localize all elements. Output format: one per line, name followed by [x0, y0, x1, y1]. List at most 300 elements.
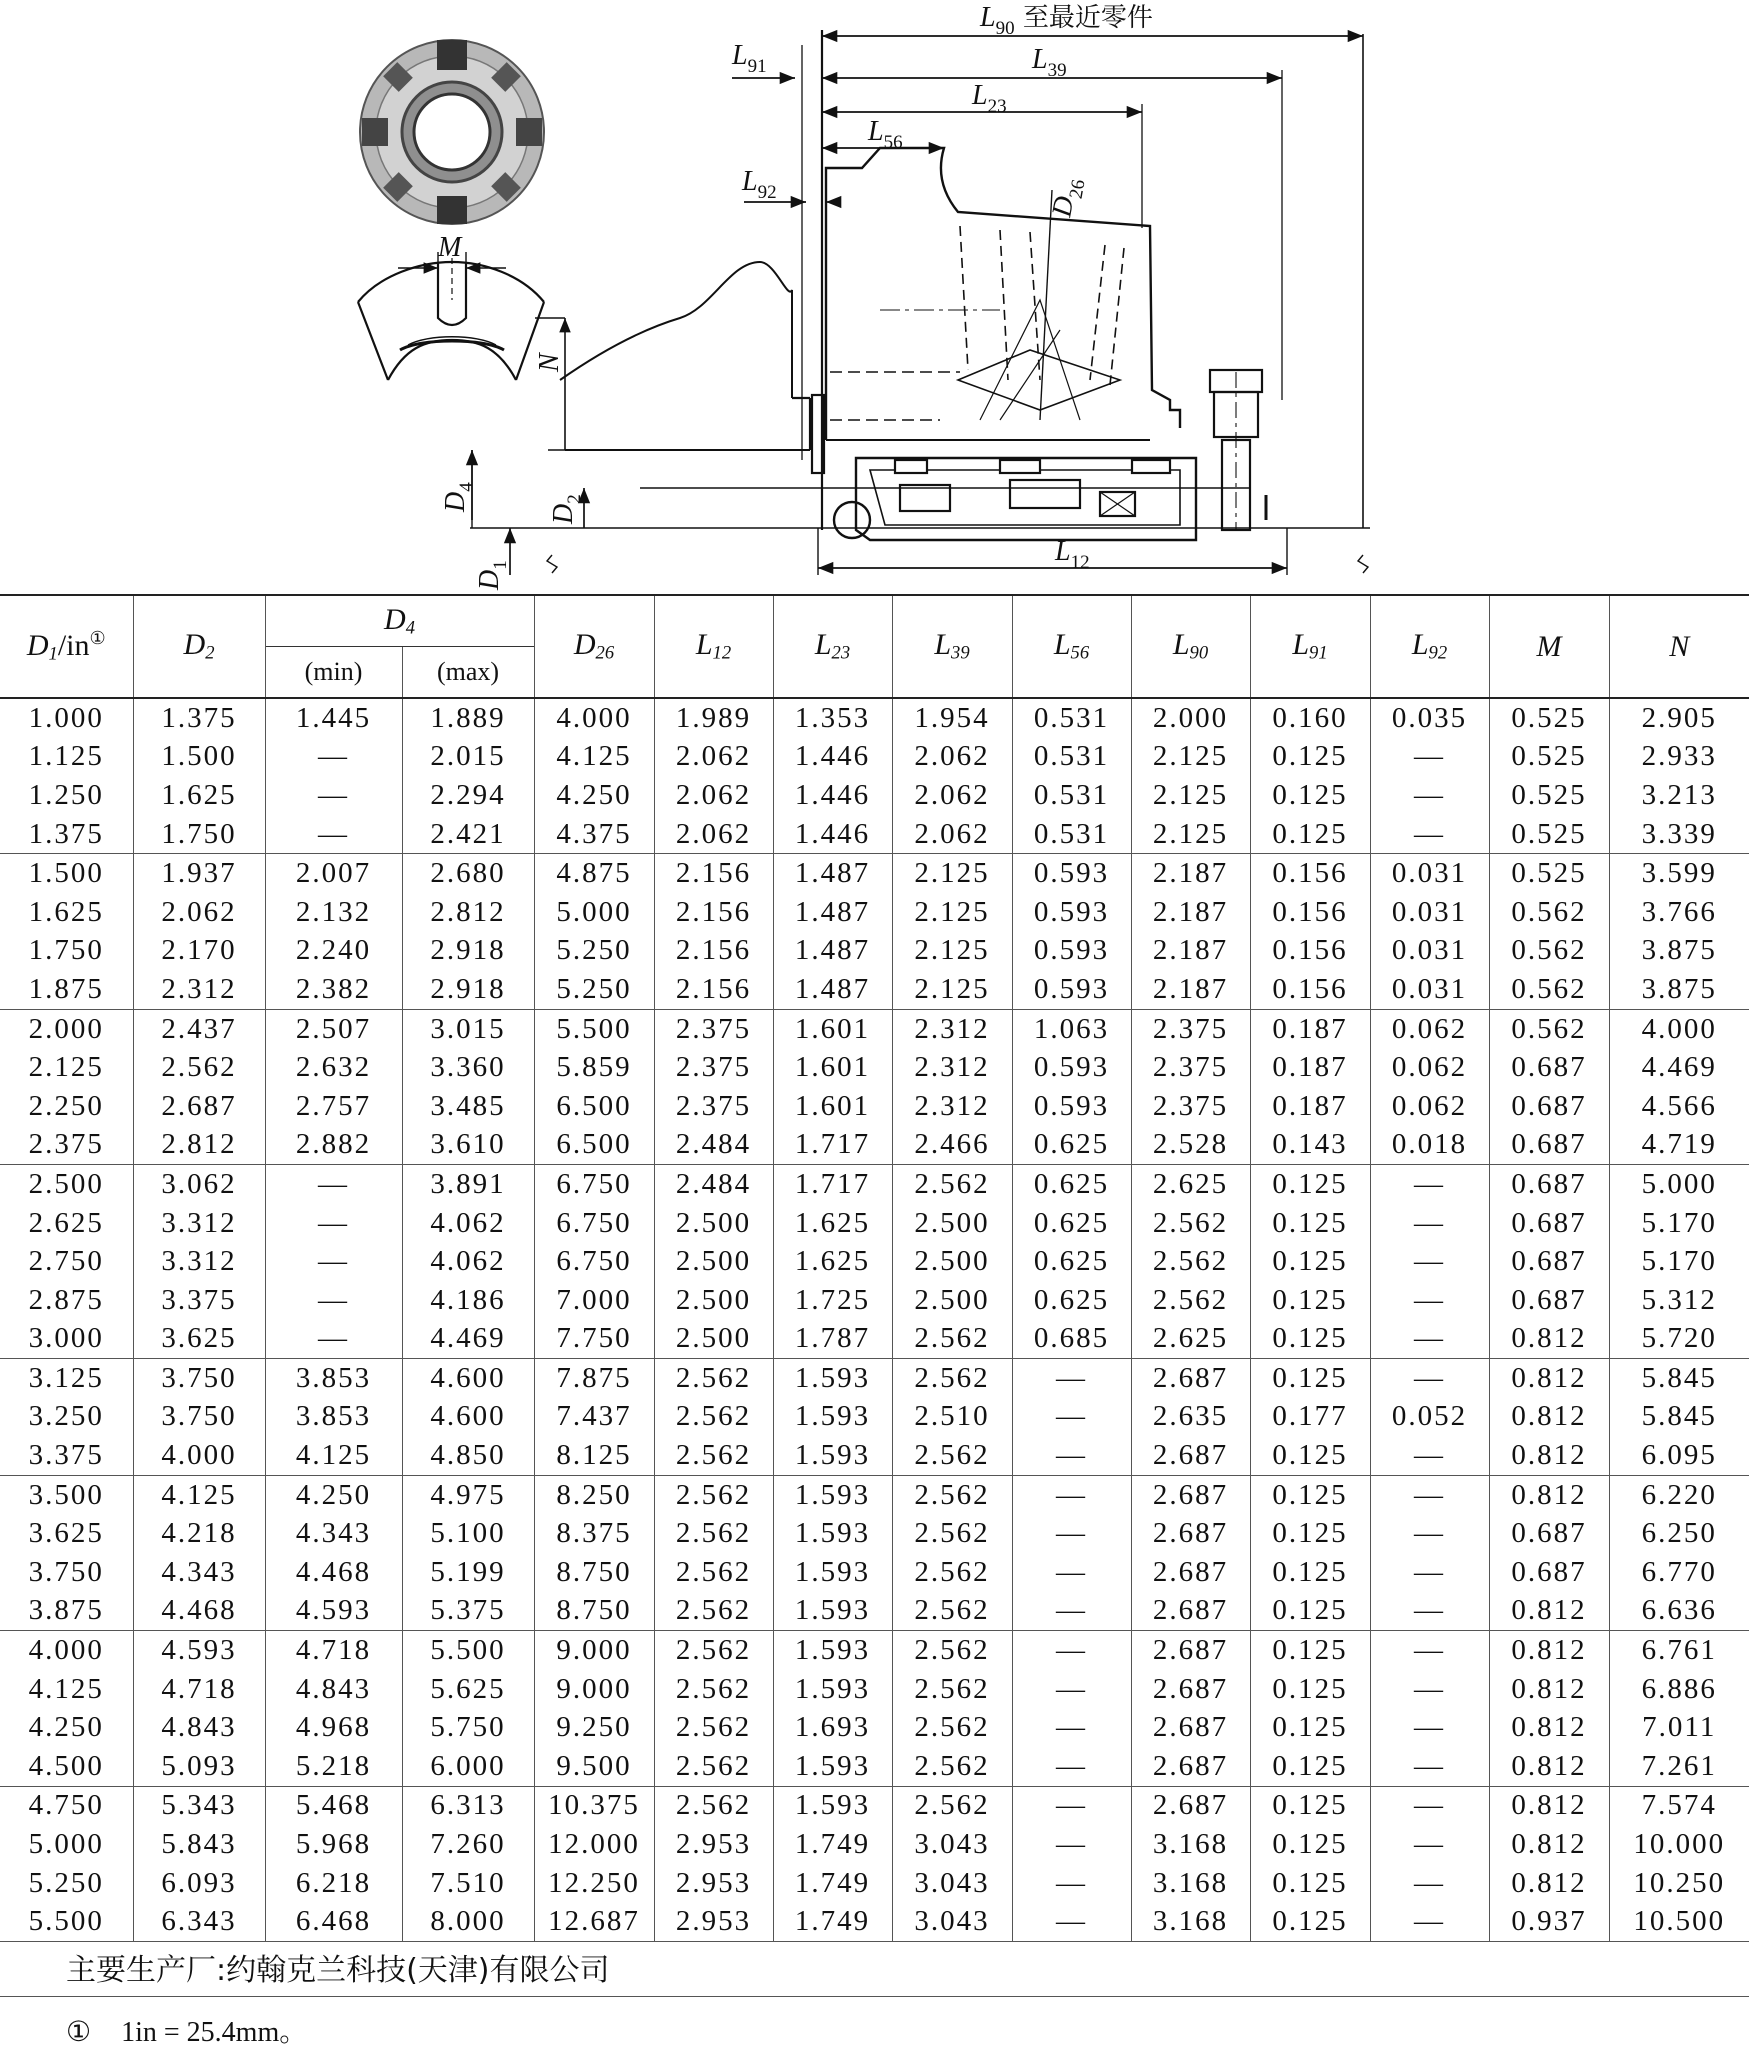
table-cell: 2.905 [1609, 698, 1749, 738]
table-cell: 0.125 [1250, 1786, 1370, 1825]
table-cell: 8.375 [534, 1514, 654, 1553]
table-cell: 5.750 [402, 1708, 534, 1747]
table-cell: — [1012, 1708, 1131, 1747]
table-cell: 1.375 [0, 815, 133, 854]
table-cell: — [1370, 1475, 1489, 1514]
table-cell: 7.750 [534, 1320, 654, 1359]
table-cell: 1.593 [773, 1670, 892, 1709]
table-cell: 6.761 [1609, 1631, 1749, 1670]
table-cell: 2.187 [1131, 893, 1250, 932]
table-row [0, 776, 1749, 815]
table-cell: 1.593 [773, 1747, 892, 1786]
table-cell: 3.312 [133, 1242, 265, 1281]
header-l92: $L_{92}$ [1370, 595, 1489, 698]
table-cell: — [1012, 1902, 1131, 1941]
table-cell: 2.240 [265, 932, 402, 971]
table-cell: 4.125 [534, 738, 654, 777]
table-cell: 2.484 [654, 1165, 773, 1204]
table-row [0, 1242, 1749, 1281]
table-cell: 0.125 [1250, 738, 1370, 777]
table-cell: 6.313 [402, 1786, 534, 1825]
table-cell: 0.125 [1250, 1436, 1370, 1475]
footnote-divider [0, 1996, 1749, 1997]
table-cell: 2.500 [654, 1281, 773, 1320]
table-cell: 1.875 [0, 970, 133, 1009]
table-cell: 3.125 [28, 1361, 104, 1394]
table-row [0, 1670, 1749, 1709]
table-cell: 1.353 [773, 698, 892, 738]
table-cell: — [1370, 776, 1489, 815]
table-row [0, 1631, 1749, 1670]
table-cell: 3.610 [402, 1126, 534, 1165]
header-n: N [1609, 595, 1749, 698]
table-cell: 0.562 [1489, 893, 1609, 932]
table-cell: 2.562 [892, 1708, 1012, 1747]
table-cell: 0.812 [1489, 1825, 1609, 1864]
table-cell: — [1012, 1747, 1131, 1786]
table-cell: 12.687 [534, 1902, 654, 1941]
table-cell: 4.186 [402, 1281, 534, 1320]
table-cell: — [265, 738, 402, 777]
table-cell: 0.125 [1250, 1631, 1370, 1670]
label-N: N [534, 353, 565, 372]
table-cell: 3.500 [28, 1478, 104, 1511]
table-row [0, 1165, 1749, 1204]
table-cell: 1.593 [773, 1514, 892, 1553]
table-cell: 1.601 [773, 1087, 892, 1126]
table-cell: 2.562 [654, 1670, 773, 1709]
table-cell: 2.312 [892, 1048, 1012, 1087]
table-cell: 0.812 [1489, 1320, 1609, 1359]
table-cell: 2.562 [892, 1670, 1012, 1709]
table-cell: 0.052 [1370, 1398, 1489, 1437]
table-cell: 6.468 [265, 1902, 402, 1941]
table-cell: 1.625 [773, 1204, 892, 1243]
table-cell: 0.593 [1012, 932, 1131, 971]
table-cell: 2.062 [133, 893, 265, 932]
label-D26: $D_{26}$ [1046, 177, 1090, 220]
table-cell: 5.000 [534, 893, 654, 932]
table-cell: 7.510 [402, 1864, 534, 1903]
table-cell: — [1370, 1553, 1489, 1592]
table-cell: 2.882 [265, 1126, 402, 1165]
table-cell: 2.632 [265, 1048, 402, 1087]
table-cell: 1.693 [773, 1708, 892, 1747]
table-cell: 4.600 [402, 1398, 534, 1437]
table-cell: 2.062 [654, 815, 773, 854]
table-cell: 0.812 [1489, 1670, 1609, 1709]
table-row [0, 1864, 1749, 1903]
table-cell: — [1012, 1398, 1131, 1437]
header-d4-min: (min) [265, 647, 402, 699]
table-cell: 2.812 [133, 1126, 265, 1165]
table-row [0, 1786, 1749, 1825]
table-cell: 6.750 [534, 1165, 654, 1204]
table-cell: 2.007 [265, 854, 402, 893]
table-cell: 2.500 [654, 1204, 773, 1243]
table-cell: 5.312 [1609, 1281, 1749, 1320]
table-cell: 2.687 [1131, 1553, 1250, 1592]
table-cell: 2.187 [1131, 932, 1250, 971]
table-cell: 2.156 [654, 854, 773, 893]
table-cell: 2.687 [1131, 1514, 1250, 1553]
table-cell: 3.875 [0, 1592, 133, 1631]
table-cell: 2.933 [1609, 738, 1749, 777]
table-cell: 2.562 [133, 1048, 265, 1087]
table-cell: 2.562 [654, 1786, 773, 1825]
table-cell: 6.218 [265, 1864, 402, 1903]
table-cell: 8.125 [534, 1436, 654, 1475]
label-L12: $L_{12}$ [1055, 536, 1090, 573]
table-cell: 1.593 [773, 1786, 892, 1825]
table-cell: 3.360 [402, 1048, 534, 1087]
table-cell: 0.562 [1489, 932, 1609, 971]
table-cell: 0.062 [1370, 1009, 1489, 1048]
table-cell: 2.062 [892, 776, 1012, 815]
table-cell: 3.375 [133, 1281, 265, 1320]
table-cell: 3.625 [133, 1320, 265, 1359]
table-cell: — [1370, 1165, 1489, 1204]
table-cell: 0.125 [1250, 1747, 1370, 1786]
table-cell: 3.043 [892, 1864, 1012, 1903]
table-cell: 0.018 [1370, 1126, 1489, 1165]
table-cell: — [1012, 1670, 1131, 1709]
table-cell: 5.250 [534, 970, 654, 1009]
table-cell: 0.625 [1012, 1242, 1131, 1281]
table-cell: 3.062 [133, 1165, 265, 1204]
table-cell: 2.125 [892, 932, 1012, 971]
table-cell: 0.625 [1012, 1126, 1131, 1165]
manufacturer-note: 主要生产厂:约翰克兰科技(天津)有限公司 [66, 1953, 610, 1988]
table-cell: — [1370, 1747, 1489, 1786]
table-cell: 5.170 [1609, 1242, 1749, 1281]
table-row [0, 1126, 1749, 1165]
table-row [0, 1592, 1749, 1631]
table-cell: 0.125 [1250, 1592, 1370, 1631]
table-cell: 5.250 [534, 932, 654, 971]
table-cell: 2.562 [654, 1631, 773, 1670]
table-cell: 2.687 [1131, 1592, 1250, 1631]
table-row [0, 1009, 1749, 1048]
table-row [0, 932, 1749, 971]
table-cell: 8.000 [402, 1902, 534, 1941]
table-cell: 4.566 [1609, 1087, 1749, 1126]
table-cell: 4.125 [265, 1436, 402, 1475]
table-cell: 3.015 [402, 1009, 534, 1048]
table-cell: 2.562 [892, 1320, 1012, 1359]
table-cell: 0.125 [1250, 1514, 1370, 1553]
table-cell: 9.500 [534, 1747, 654, 1786]
table-cell: 0.062 [1370, 1048, 1489, 1087]
table-cell: 2.382 [265, 970, 402, 1009]
table-cell: 2.125 [1131, 738, 1250, 777]
table-cell: 5.500 [0, 1902, 133, 1941]
table-cell: 6.500 [534, 1087, 654, 1126]
table-cell: 2.687 [1131, 1670, 1250, 1709]
table-cell: 2.562 [892, 1475, 1012, 1514]
table-cell: 0.062 [1370, 1087, 1489, 1126]
table-cell: 0.685 [1012, 1320, 1131, 1359]
table-cell: 2.953 [654, 1864, 773, 1903]
table-cell: 1.000 [28, 701, 104, 734]
table-cell: 0.593 [1012, 1048, 1131, 1087]
table-cell: 2.375 [1131, 1048, 1250, 1087]
table-cell: 5.170 [1609, 1204, 1749, 1243]
table-cell: 2.466 [892, 1126, 1012, 1165]
table-cell: — [265, 815, 402, 854]
header-d1: $D_1/in^①$ [26, 627, 106, 665]
table-cell: 0.143 [1250, 1126, 1370, 1165]
table-cell: — [1370, 1320, 1489, 1359]
table-cell: 5.968 [265, 1825, 402, 1864]
table-cell: 4.125 [133, 1475, 265, 1514]
table-cell: 1.593 [773, 1436, 892, 1475]
table-cell: 0.593 [1012, 970, 1131, 1009]
table-cell: 2.918 [402, 932, 534, 971]
table-cell: 0.125 [1250, 815, 1370, 854]
table-cell: 9.000 [534, 1670, 654, 1709]
table-cell: 2.500 [28, 1167, 104, 1200]
table-cell: 0.687 [1489, 1048, 1609, 1087]
table-cell: 2.757 [265, 1087, 402, 1126]
table-cell: 2.562 [654, 1514, 773, 1553]
table-cell: 2.312 [892, 1087, 1012, 1126]
table-cell: 5.468 [265, 1786, 402, 1825]
table-cell: 4.000 [1609, 1009, 1749, 1048]
table-cell: 4.719 [1609, 1126, 1749, 1165]
table-cell: 1.500 [133, 738, 265, 777]
table-cell: 4.843 [133, 1708, 265, 1747]
table-cell: 3.875 [1609, 970, 1749, 1009]
table-cell: 2.562 [892, 1514, 1012, 1553]
table-cell: 3.599 [1609, 854, 1749, 893]
table-row [0, 970, 1749, 1009]
table-cell: 3.213 [1609, 776, 1749, 815]
table-cell: 2.680 [402, 854, 534, 893]
table-cell: 3.891 [402, 1165, 534, 1204]
header-l23: $L_{23}$ [773, 595, 892, 698]
table-cell: — [1370, 1864, 1489, 1903]
table-cell: 2.421 [402, 815, 534, 854]
table-cell: 2.562 [892, 1359, 1012, 1398]
table-cell: 0.125 [1250, 1902, 1370, 1941]
table-cell: 0.525 [1489, 815, 1609, 854]
table-cell: — [1370, 1281, 1489, 1320]
header-l12: $L_{12}$ [654, 595, 773, 698]
label-M: M [438, 232, 462, 263]
table-cell: 2.000 [1131, 698, 1250, 738]
table-cell: 0.156 [1250, 893, 1370, 932]
table-cell: 6.886 [1609, 1670, 1749, 1709]
table-cell: 10.250 [1609, 1864, 1749, 1903]
table-cell: 0.125 [1250, 1670, 1370, 1709]
table-cell: 5.343 [133, 1786, 265, 1825]
table-cell: 2.562 [654, 1475, 773, 1514]
table-cell: 4.125 [28, 1672, 104, 1705]
table-cell: 1.446 [773, 776, 892, 815]
table-cell: 4.000 [133, 1436, 265, 1475]
table-cell: 2.562 [654, 1592, 773, 1631]
table-cell: 2.500 [654, 1320, 773, 1359]
table-cell: 1.487 [773, 932, 892, 971]
table-cell: 0.625 [1012, 1204, 1131, 1243]
label-L23: $L_{23}$ [972, 80, 1007, 117]
label-L39: $L_{39}$ [1032, 44, 1067, 81]
table-cell: 0.812 [1489, 1475, 1609, 1514]
table-cell: 3.168 [1131, 1825, 1250, 1864]
table-cell: — [1370, 1708, 1489, 1747]
table-cell: 1.749 [773, 1902, 892, 1941]
table-cell: 6.095 [1609, 1436, 1749, 1475]
table-cell: 1.250 [28, 778, 104, 811]
table-cell: 0.125 [1250, 1242, 1370, 1281]
table-cell: 2.625 [1131, 1165, 1250, 1204]
footnote-mark: ① [66, 2015, 92, 2048]
table-cell: 0.687 [1489, 1281, 1609, 1320]
table-cell: 4.469 [402, 1320, 534, 1359]
table-cell: 2.562 [892, 1592, 1012, 1631]
table-cell: 3.375 [0, 1436, 133, 1475]
table-cell: 2.750 [28, 1245, 104, 1278]
table-cell: 0.687 [1489, 1514, 1609, 1553]
table-cell: — [1370, 1204, 1489, 1243]
table-cell: 0.035 [1370, 698, 1489, 738]
table-cell: 5.093 [133, 1747, 265, 1786]
table-cell: 3.312 [133, 1204, 265, 1243]
table-cell: 0.687 [1489, 1553, 1609, 1592]
footnote [66, 2010, 307, 2050]
table-cell: 2.625 [1131, 1320, 1250, 1359]
table-cell: 0.562 [1489, 1009, 1609, 1048]
table-cell: 4.343 [265, 1514, 402, 1553]
table-cell: 1.063 [1012, 1009, 1131, 1048]
table-cell: 6.250 [1609, 1514, 1749, 1553]
table-cell: 4.469 [1609, 1048, 1749, 1087]
table-cell: 2.170 [133, 932, 265, 971]
table-cell: 1.787 [773, 1320, 892, 1359]
label-D4: $D_4$ [440, 482, 477, 512]
table-cell: 0.125 [1250, 1165, 1370, 1204]
table-row [0, 1398, 1749, 1437]
table-cell: 6.220 [1609, 1475, 1749, 1514]
table-cell: 0.562 [1489, 970, 1609, 1009]
table-cell: 2.375 [654, 1048, 773, 1087]
table-cell: — [265, 1320, 402, 1359]
table-cell: 4.600 [402, 1359, 534, 1398]
table-cell: — [265, 1281, 402, 1320]
label-D2: $D_2$ [548, 494, 585, 524]
table-cell: 1.750 [28, 934, 104, 967]
table-cell: 6.000 [402, 1747, 534, 1786]
table-cell: 4.843 [265, 1670, 402, 1709]
table-cell: 2.015 [402, 738, 534, 777]
table-cell: 2.562 [892, 1786, 1012, 1825]
table-cell: 3.750 [28, 1555, 104, 1588]
table-cell: 2.187 [1131, 854, 1250, 893]
table-cell: 6.636 [1609, 1592, 1749, 1631]
table-row [0, 1436, 1749, 1475]
table-cell: 3.168 [1131, 1864, 1250, 1903]
table-cell: 9.250 [534, 1708, 654, 1747]
table-cell: 6.500 [534, 1126, 654, 1165]
table-cell: 1.717 [773, 1165, 892, 1204]
label-L90: $L_{90}$ 至最近零件 [980, 2, 1153, 39]
table-cell: 1.375 [133, 698, 265, 738]
table-cell: 5.845 [1609, 1359, 1749, 1398]
table-cell: 0.531 [1012, 776, 1131, 815]
table-cell: 2.687 [1131, 1631, 1250, 1670]
dimension-table [0, 594, 1749, 1942]
table-cell: 2.510 [892, 1398, 1012, 1437]
table-cell: 0.812 [1489, 1359, 1609, 1398]
table-cell: 2.562 [892, 1747, 1012, 1786]
table-cell: 7.260 [402, 1825, 534, 1864]
table-cell: 1.593 [773, 1592, 892, 1631]
header-d4-max: (max) [402, 647, 534, 699]
table-cell: 5.500 [534, 1009, 654, 1048]
ring-section-detail [358, 252, 544, 380]
table-cell: 2.687 [1131, 1359, 1250, 1398]
table-cell: — [265, 776, 402, 815]
table-cell: 6.750 [534, 1204, 654, 1243]
table-cell: 0.031 [1370, 932, 1489, 971]
table-cell: — [1012, 1553, 1131, 1592]
table-cell: 1.487 [773, 893, 892, 932]
table-row [0, 1514, 1749, 1553]
table-row [0, 854, 1749, 893]
table-cell: 1.593 [773, 1398, 892, 1437]
table-cell: 1.446 [773, 738, 892, 777]
table-row [0, 815, 1749, 854]
table-cell: 2.500 [892, 1204, 1012, 1243]
table-cell: — [265, 1165, 402, 1204]
table-cell: 2.562 [654, 1359, 773, 1398]
table-cell: 3.485 [402, 1087, 534, 1126]
table-cell: 3.625 [28, 1517, 104, 1550]
table-cell: 6.093 [133, 1864, 265, 1903]
table-cell: 1.593 [773, 1475, 892, 1514]
table-cell: 6.770 [1609, 1553, 1749, 1592]
table-cell: 1.749 [773, 1864, 892, 1903]
table-cell: 2.000 [28, 1012, 104, 1045]
table-cell: 1.725 [773, 1281, 892, 1320]
table-cell: 0.937 [1489, 1902, 1609, 1941]
table-cell: — [1370, 1670, 1489, 1709]
table-cell: 2.500 [892, 1242, 1012, 1281]
table-cell: 4.593 [265, 1592, 402, 1631]
table-row [0, 893, 1749, 932]
table-cell: 2.156 [654, 932, 773, 971]
table-cell: 1.593 [773, 1631, 892, 1670]
table-row [0, 1902, 1749, 1941]
table-cell: 0.160 [1250, 698, 1370, 738]
table-cell: 2.562 [1131, 1242, 1250, 1281]
table-cell: 0.812 [1489, 1864, 1609, 1903]
table-cell: — [1012, 1436, 1131, 1475]
table-cell: 0.687 [1489, 1242, 1609, 1281]
table-cell: 2.875 [28, 1283, 104, 1316]
table-cell: 5.250 [28, 1866, 104, 1899]
table-cell: 4.250 [534, 776, 654, 815]
table-cell: 2.062 [892, 738, 1012, 777]
table-cell: — [1370, 1902, 1489, 1941]
table-cell: 12.000 [534, 1825, 654, 1864]
table-cell: 1.937 [133, 854, 265, 893]
table-cell: — [265, 1204, 402, 1243]
table-cell: 9.000 [534, 1631, 654, 1670]
table-cell: 0.812 [1489, 1398, 1609, 1437]
table-cell: 2.562 [654, 1436, 773, 1475]
